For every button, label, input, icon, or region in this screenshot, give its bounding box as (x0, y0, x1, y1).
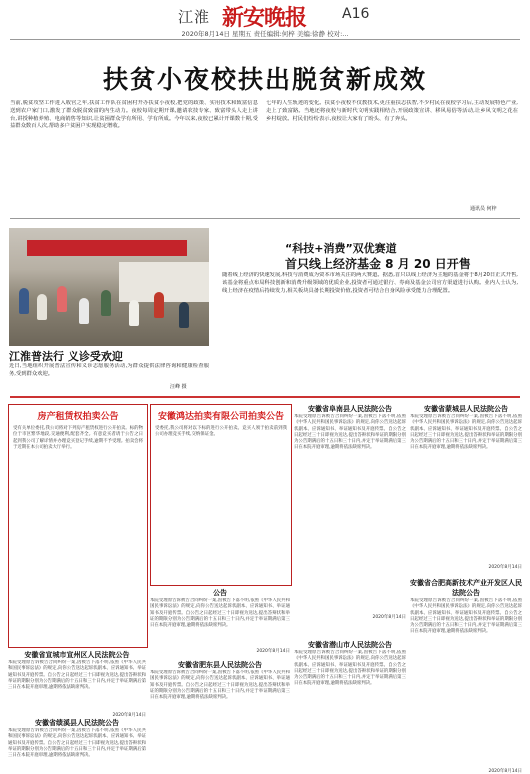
notice-2 (8, 718, 146, 768)
photo-credit: 汪峰 摄 (170, 384, 187, 390)
photo-person (19, 288, 29, 314)
photo-person (57, 286, 67, 312)
notice-date: 2020年8月14日 (488, 769, 522, 774)
notice-4 (150, 660, 290, 768)
notice-title: 公告 (213, 589, 227, 597)
notice-body: 本院受理原告诉被告合同纠纷一案,因被告下落不明,依照《中华人民共和国民事诉讼法》的规定,向你公告送达起诉状副本、应诉通知书、举证通知书及开庭传票。自公告之日起经过三十日即视为送达,提出答辩状和举证的期限分别为公告期满后的十五日和三十日内,并定于举证期满后第三日在本院开庭审理,逾期将依法缺席判决。 (8, 728, 146, 759)
notice-title: 安徽省宣城市宣州区人民法院公告 (24, 651, 130, 659)
finance-title-2: 首只线上经济基金 8 月 20 日开售 (285, 257, 471, 271)
notice-body: 本院受理原告诉被告合同纠纷一案,因被告下落不明,依照《中华人民共和国民事诉讼法》的规定,向你公告送达起诉状副本、应诉通知书、举证通知书及开庭传票。自公告之日起经过三十日即视为送达,提出答辩状和举证的期限分别为公告期满后的十五日和三十日内,并定于举证期满后第三日在本院开庭审理,逾期将依法缺席判决。 (410, 598, 522, 635)
article-byline: 通讯员 何梓 (470, 206, 497, 212)
notice-3 (150, 588, 290, 654)
section-rule (10, 218, 520, 219)
finance-body: 随着线上经济的快速发展,科技与消费成为资本市场关注的两大赛道。据悉,首只以线上经济为主题的基金将于8月20日正式开售,该基金将重点布局科技创新和消费升级领域的优质企业,投资者可通过银行、券商及基金公司官方渠道进行认购。业内人士认为,线上经济在疫情后持续发力,相关板块具备长期投资价值,投资者可结合自身风险承受能力合理配置。 (222, 272, 518, 294)
header-rule (10, 39, 520, 40)
notice-1 (8, 650, 146, 718)
article-column-1: 当前,脱贫攻坚工作进入收官之年,扶贫工作队在贫困村开办扶贫小夜校,把党的政策、实用技术和致富信息送到农户家门口,激发了群众脱贫致富的内生动力。夜校每周定期开课,邀请农技专家、致富带头人走上讲台,讲授种植养殖、电商销售等知识,让贫困群众学有所用、学有所成。今年以来,夜校已累计开课数十期,受益群众数百人次,帮助多户贫困户实现稳定增收。 (10, 100, 258, 130)
photo-person (101, 290, 111, 316)
notice-title: 安徽省蒙城县人民法院公告 (424, 405, 508, 413)
auction-text: 受有关单位委托,我公司将对下列房产租赁权进行公开拍卖。标的物位于市区繁华地段,交通便利,配套齐全。有意竞买者请于公告之日起到我公司了解详情并办理竞买登记手续,逾期不予受理。拍卖会将于近期在本公司拍卖大厅举行。 (13, 426, 143, 450)
newspaper-logo: 新安晚报 (222, 5, 307, 31)
masthead-section: 江淮 (178, 8, 211, 26)
notice-5 (294, 404, 406, 620)
auction-title: 安徽鸿达拍卖有限公司拍卖公告 (157, 412, 284, 422)
page-number: A16 (342, 6, 370, 22)
photo-person (37, 294, 47, 320)
ads-rule (10, 396, 520, 398)
photo-caption-title: 江淮普法行 义诊受欢迎 (9, 350, 123, 363)
finance-title-1: “科技+消费”双优赛道 (285, 242, 397, 255)
notice-date: 2020年8月14日 (372, 615, 406, 620)
notice-body: 本院受理原告诉被告合同纠纷一案,因被告下落不明,依照《中华人民共和国民事诉讼法》的规定,向你公告送达起诉状副本、应诉通知书、举证通知书及开庭传票。自公告之日起经过三十日即视为送达,提出答辩状和举证的期限分别为公告期满后的十五日和三十日内,并定于举证期满后第三日在本院开庭审理,逾期将依法缺席判决。 (294, 414, 406, 451)
notice-body: 本院受理原告诉被告合同纠纷一案,因被告下落不明,依照《中华人民共和国民事诉讼法》的规定,向你公告送达起诉状副本、应诉通知书、举证通知书及开庭传票。自公告之日起经过三十日即视为送达,提出答辩状和举证的期限分别为公告期满后的十五日和三十日内,并定于举证期满后第三日在本院开庭审理,逾期将依法缺席判决。 (8, 660, 146, 691)
notice-title: 安徽省肥东县人民法院公告 (178, 661, 262, 669)
notice-7 (410, 404, 522, 570)
photo-person (179, 302, 189, 328)
article-column-2: 七年的人生轨迹的变化。扶贫小夜校不仅教技术,更注重扶志扶智,不少村民在夜校学习后,主动发展特色产业,走上了致富路。当地还将夜校与新时代文明实践相结合,开展政策宣讲、移风易俗等活动,让乡风文明之花在乡村绽放。村民们纷纷表示,夜校让大家有了盼头、有了奔头。 (266, 100, 518, 122)
notice-body: 本院受理原告诉被告合同纠纷一案,因被告下落不明,依照《中华人民共和国民事诉讼法》的规定,向你公告送达起诉状副本、应诉通知书、举证通知书及开庭传票。自公告之日起经过三十日即视为送达,提出答辩状和举证的期限分别为公告期满后的十五日和三十日内,并定于举证期满后第三日在本院开庭审理,逾期将依法缺席判决。 (410, 414, 522, 451)
notice-date: 2020年8月14日 (112, 713, 146, 718)
notice-8 (410, 578, 522, 774)
photo-person (129, 300, 139, 326)
photo-caption-text: 近日,当地组织开展普法宣传和义诊志愿服务活动,为群众提供法律咨询和健康检查服务,受到群众欢迎。 (9, 363, 209, 377)
notice-body: 本院受理原告诉被告合同纠纷一案,因被告下落不明,依照《中华人民共和国民事诉讼法》的规定,向你公告送达起诉状副本、应诉通知书、举证通知书及开庭传票。自公告之日起经过三十日即视为送达,提出答辩状和举证的期限分别为公告期满后的十五日和三十日内,并定于举证期满后第三日在本院开庭审理,逾期将依法缺席判决。 (294, 650, 406, 687)
auction-box-property (8, 404, 148, 648)
photo-person (154, 292, 164, 318)
auction-box-honda (150, 404, 292, 586)
notice-title: 安徽省合肥高新技术产业开发区人民法院公告 (410, 579, 522, 597)
auction-text: 受委托,我公司将对以下标的进行公开拍卖。竞买人须于拍卖前到我公司办理竞买手续,交纳保证金。 (155, 426, 287, 438)
photo-tent (119, 262, 209, 302)
notice-date: 2020年8月14日 (488, 565, 522, 570)
notice-title: 安徽省潜山市人民法院公告 (308, 641, 392, 649)
notice-body: 本院受理原告诉被告合同纠纷一案,因被告下落不明,依照《中华人民共和国民事诉讼法》的规定,向你公告送达起诉状副本、应诉通知书、举证通知书及开庭传票。自公告之日起经过三十日即视为送达,提出答辩状和举证的期限分别为公告期满后的十五日和三十日内,并定于举证期满后第三日在本院开庭审理,逾期将依法缺席判决。 (150, 670, 290, 701)
photo-person (79, 298, 89, 324)
issue-line: 2020年8月14日 星期五 责任编辑:何梓 美编:徐静 校对:... (181, 30, 349, 38)
notice-date: 2020年8月14日 (256, 649, 290, 654)
photo-banner (27, 240, 187, 256)
notice-body: 本院受理原告诉被告合同纠纷一案,因被告下落不明,依照《中华人民共和国民事诉讼法》的规定,向你公告送达起诉状副本、应诉通知书、举证通知书及开庭传票。自公告之日起经过三十日即视为送达,提出答辩状和举证的期限分别为公告期满后的十五日和三十日内,并定于举证期满后第三日在本院开庭审理,逾期将依法缺席判决。 (150, 598, 290, 629)
event-photo (9, 228, 209, 346)
auction-title: 房产租赁权拍卖公告 (37, 412, 119, 422)
notice-title: 安徽省绩溪县人民法院公告 (35, 719, 119, 727)
page-headline: 扶贫小夜校扶出脱贫新成效 (102, 65, 427, 94)
notice-6 (294, 640, 406, 760)
notice-title: 安徽省阜南县人民法院公告 (308, 405, 392, 413)
